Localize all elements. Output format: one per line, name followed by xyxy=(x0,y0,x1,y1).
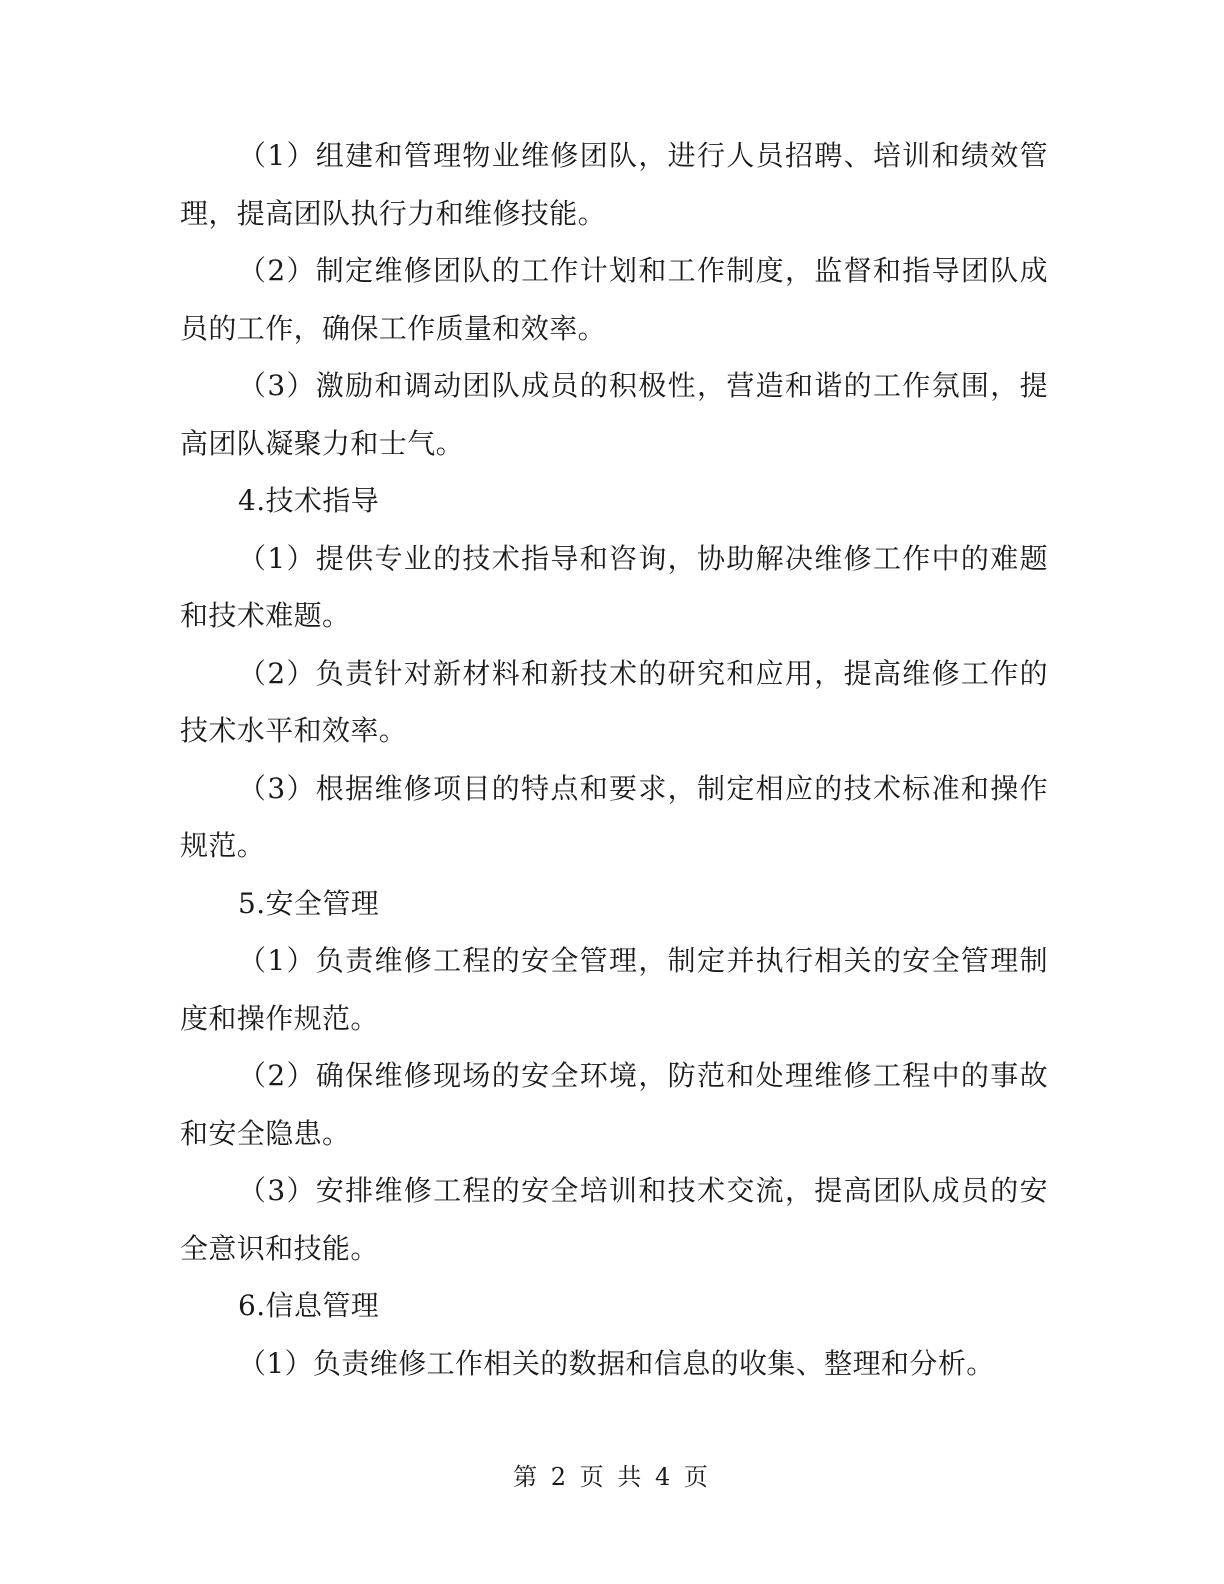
paragraph-team-motivate: （3）激励和调动团队成员的积极性，营造和谐的工作氛围，提高团队凝聚力和士气。 xyxy=(180,369,1048,460)
paragraph-safety-environment: （2）确保维修现场的安全环境，防范和处理维修工程中的事故和安全隐患。 xyxy=(180,1059,1048,1150)
paragraph-tech-consult: （1）提供专业的技术指导和咨询，协助解决维修工作中的难题和技术难题。 xyxy=(180,541,1048,632)
paragraph-tech-research: （2）负责针对新材料和新技术的研究和应用，提高维修工作的技术水平和效率。 xyxy=(180,656,1048,747)
paragraph-tech-standards: （3）根据维修项目的特点和要求，制定相应的技术标准和操作规范。 xyxy=(180,771,1048,862)
paragraph-team-plan: （2）制定维修团队的工作计划和工作制度，监督和指导团队成员的工作，确保工作质量和效率。 xyxy=(180,254,1048,345)
section-heading-info: 6.信息管理 xyxy=(238,1289,380,1322)
paragraph-safety-management: （1）负责维修工程的安全管理，制定并执行相关的安全管理制度和操作规范。 xyxy=(180,944,1048,1035)
page-number-footer: 第 2 页 共 4 页 xyxy=(513,1463,711,1491)
paragraph-team-build: （1）组建和管理物业维修团队，进行人员招聘、培训和绩效管理，提高团队执行力和维修技能。 xyxy=(180,139,1048,230)
paragraph-info-collect: （1）负责维修工作相关的数据和信息的收集、整理和分析。 xyxy=(238,1346,995,1380)
section-heading-tech-guidance: 4.技术指导 xyxy=(238,484,380,517)
paragraph-safety-training: （3）安排维修工程的安全培训和技术交流，提高团队成员的安全意识和技能。 xyxy=(180,1174,1048,1265)
document-body xyxy=(180,127,1048,1392)
section-heading-safety: 5.安全管理 xyxy=(238,886,380,920)
